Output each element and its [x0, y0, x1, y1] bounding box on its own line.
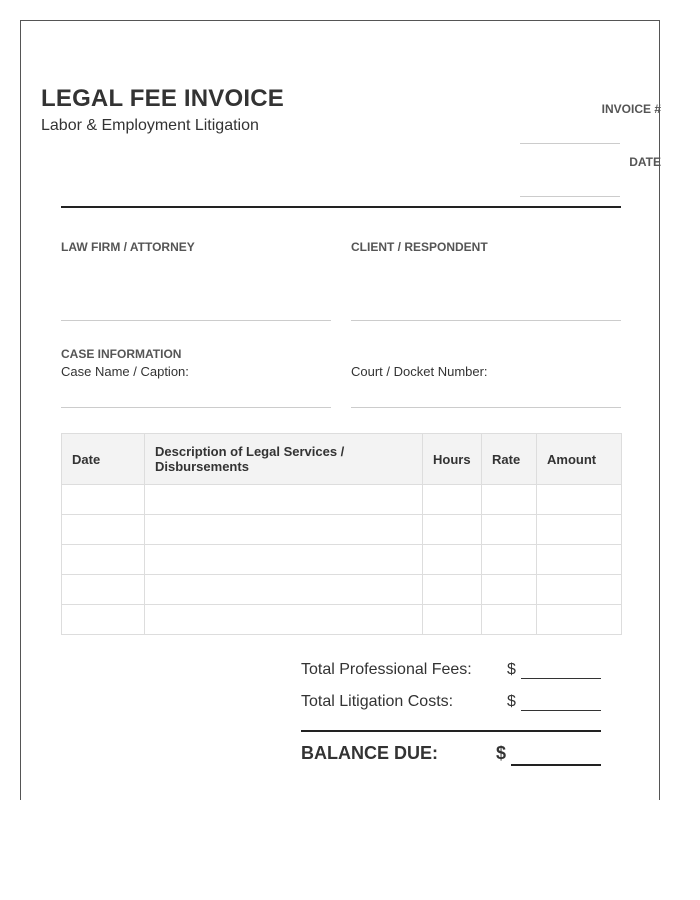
date-cell[interactable] — [62, 515, 145, 545]
case-name-field[interactable] — [61, 407, 331, 408]
balance-due-currency: $ — [496, 743, 507, 763]
invoice-number-label: INVOICE # — [601, 102, 661, 116]
invoice-title: LEGAL FEE INVOICE — [41, 85, 284, 112]
column-header-rate: Rate — [482, 434, 537, 485]
law-firm-label: LAW FIRM / ATTORNEY — [61, 240, 195, 254]
column-header-date: Date — [62, 434, 145, 485]
balance-due-row — [301, 743, 601, 769]
balance-divider — [301, 730, 601, 732]
date-cell[interactable] — [62, 605, 145, 635]
total-fees-label: Total Professional Fees: — [301, 661, 472, 678]
date-cell[interactable] — [62, 575, 145, 605]
law-firm-field[interactable] — [61, 320, 331, 321]
balance-due-field[interactable] — [511, 764, 601, 766]
invoice-subtitle: Labor & Employment Litigation — [41, 117, 259, 134]
total-costs-currency: $ — [507, 693, 516, 710]
total-fees-field[interactable] — [521, 678, 601, 679]
total-costs-label: Total Litigation Costs: — [301, 693, 454, 710]
client-label: CLIENT / RESPONDENT — [351, 240, 488, 254]
date-cell[interactable] — [62, 485, 145, 515]
column-header-hours: Hours — [423, 434, 482, 485]
case-name-label: Case Name / Caption: — [61, 364, 189, 379]
total-costs-field[interactable] — [521, 710, 601, 711]
balance-due-label: BALANCE DUE: — [301, 743, 438, 763]
case-information-label: CASE INFORMATION — [61, 347, 182, 361]
docket-number-label: Court / Docket Number: — [351, 364, 488, 379]
totals-section — [301, 0, 601, 900]
column-header-description: Description of Legal Services / Disbursements — [145, 434, 423, 485]
total-fees-row — [301, 661, 601, 683]
total-costs-row — [301, 693, 601, 715]
column-header-amount: Amount — [537, 434, 622, 485]
date-label: DATE — [629, 155, 661, 169]
date-cell[interactable] — [62, 545, 145, 575]
total-fees-currency: $ — [507, 661, 516, 678]
